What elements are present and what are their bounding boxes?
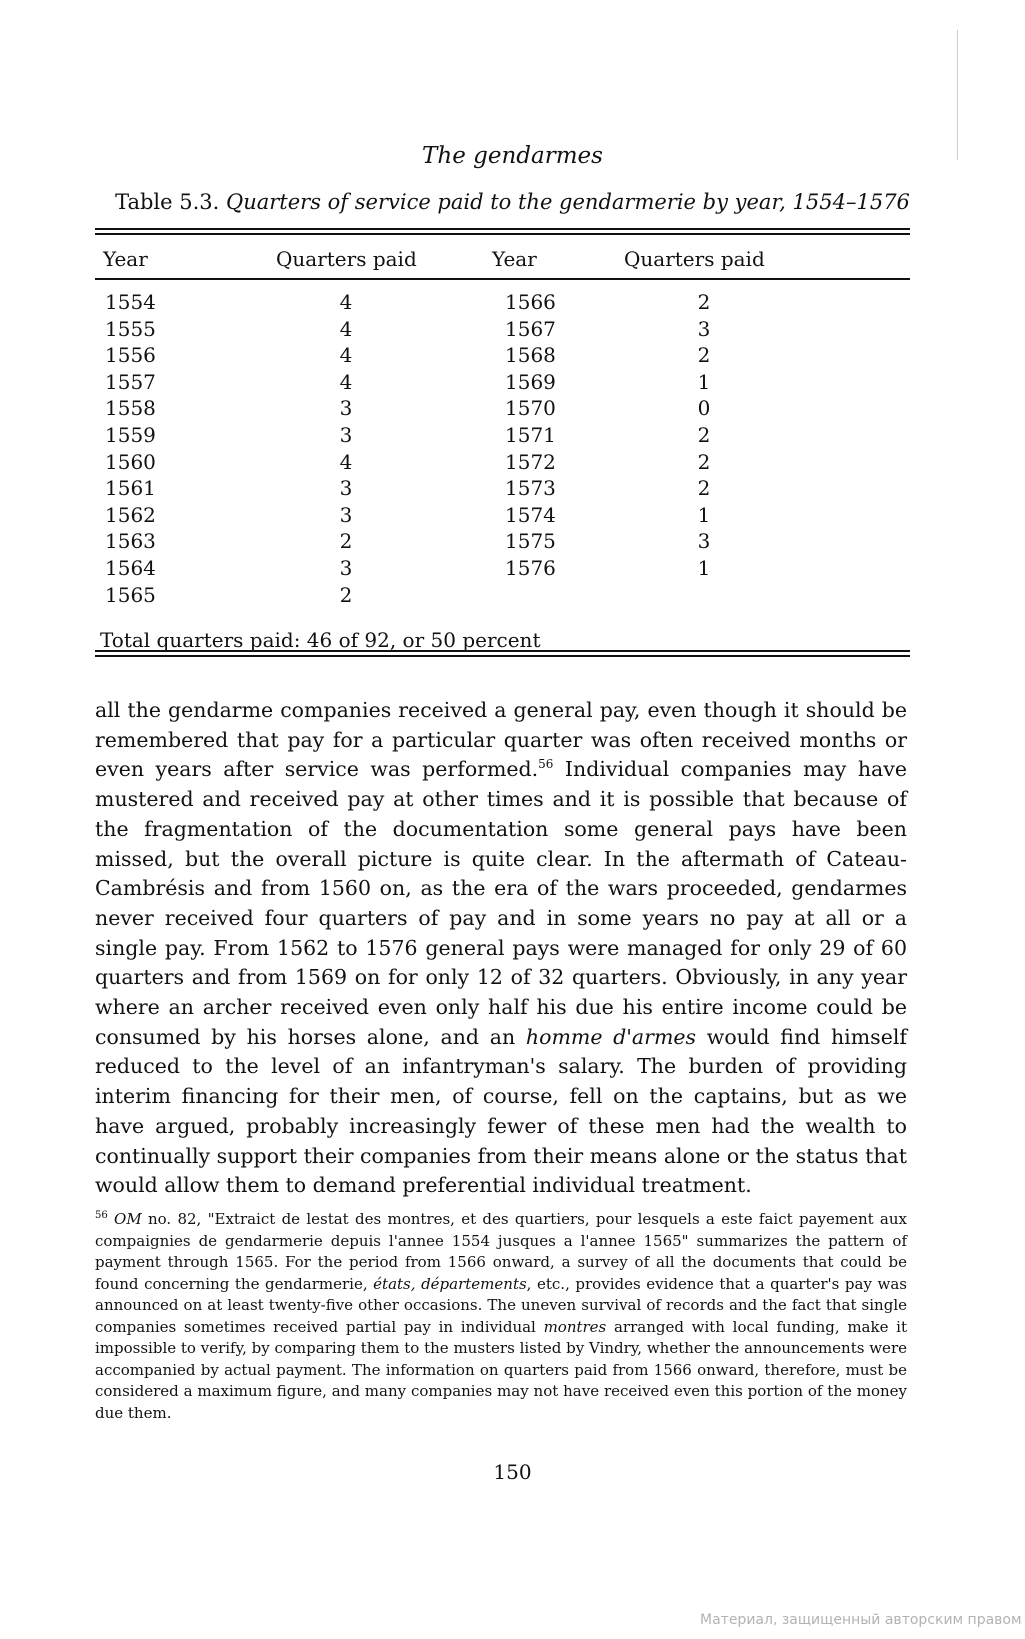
table-caption-label: Table 5.3. bbox=[115, 190, 220, 214]
cell-quarters-left: 4 bbox=[339, 316, 353, 341]
cell-quarters-right: 3 bbox=[697, 529, 711, 554]
cell-quarters-right: 0 bbox=[697, 396, 711, 421]
footnote-source: OM bbox=[114, 1210, 142, 1228]
cell-quarters-left: 2 bbox=[339, 582, 353, 607]
cell-quarters-left: 3 bbox=[339, 396, 353, 421]
cell-quarters-left: 3 bbox=[339, 556, 353, 580]
cell-quarters-right: 2 bbox=[697, 449, 711, 474]
cell-year-right: 1569 bbox=[505, 369, 556, 394]
cell-quarters-right: 1 bbox=[697, 369, 711, 394]
cell-quarters-right: 2 bbox=[697, 476, 711, 501]
table-row bbox=[0, 450, 1025, 478]
footnote-text-2: , etc., provides evidence that a quarter's pay was announced on at least twenty-five other occasions. The uneven survival of records and the fact that single companies sometimes received partial pay in individual bbox=[95, 1274, 907, 1336]
table-row bbox=[0, 290, 1025, 318]
page-number: 150 bbox=[493, 1460, 532, 1484]
cell-year-right: 1570 bbox=[505, 396, 556, 421]
footnote-reference: 56 bbox=[538, 757, 554, 772]
cell-quarters-right: 2 bbox=[697, 343, 711, 368]
cell-year-left: 1563 bbox=[105, 529, 156, 554]
cell-quarters-right: 3 bbox=[697, 316, 711, 341]
body-paragraph bbox=[95, 696, 907, 1201]
table-row bbox=[0, 370, 1025, 398]
cell-quarters-left: 4 bbox=[339, 369, 353, 394]
cell-quarters-left: 2 bbox=[339, 529, 353, 554]
header-year-left: Year bbox=[103, 247, 148, 271]
cell-year-right: 1574 bbox=[505, 502, 556, 527]
footnote-text-3: arranged with local funding, make it impossible to verify, by comparing them to the musters listed by Vindry, whether the announcements were accompanied by actual payment. The information on quarters paid from 1566 onward, therefore, must be considered a maximum figure, and many companies may not have received even this portion of the money due them. bbox=[95, 1317, 907, 1422]
footnote-number: 56 bbox=[95, 1210, 108, 1221]
cell-year-right: 1575 bbox=[505, 529, 556, 554]
cell-year-right: 1576 bbox=[505, 556, 556, 580]
table-row bbox=[0, 476, 1025, 504]
cell-year-left: 1556 bbox=[105, 343, 156, 368]
footnote bbox=[95, 1205, 907, 1424]
cell-year-left: 1555 bbox=[105, 316, 156, 341]
table-row bbox=[0, 503, 1025, 531]
body-text-1: all the gendarme companies received a general pay, even though it should be remembered that pay for a particular quarter was often received months or even years after service was performed. bbox=[95, 698, 907, 782]
footnote-text-1: no. 82, "Extraict de lestat des montres, et des quartiers, pour lesquels a este faict payement aux compaignies de gendarmerie depuis l'annee 1554 jusques a l'annee 1565" summarizes the pattern of payment through 1565. For the period from 1566 onward, a survey of all the documents that could be found concerning the gendarmerie, bbox=[95, 1210, 907, 1293]
cell-quarters-left: 4 bbox=[339, 449, 353, 474]
table-row bbox=[0, 396, 1025, 424]
cell-year-right: 1571 bbox=[505, 423, 556, 447]
cell-quarters-left: 4 bbox=[339, 343, 353, 368]
table-caption bbox=[0, 190, 1025, 214]
cell-year-left: 1560 bbox=[105, 449, 156, 474]
cell-year-right: 1573 bbox=[505, 476, 556, 501]
cell-year-left: 1565 bbox=[105, 582, 156, 607]
scan-edge-line bbox=[957, 30, 958, 160]
cell-year-left: 1564 bbox=[105, 556, 156, 580]
cell-year-left: 1554 bbox=[105, 290, 156, 314]
table-row bbox=[0, 317, 1025, 345]
body-text-3: would find himself reduced to the level of an infantryman's salary. The burden of providing interim financing for their men, of course, fell on the captains, but as we have argued, probably increasingly fewer of these men had the wealth to continually support their companies from their means alone or the status that would allow them to demand preferential individual treatment. bbox=[95, 1024, 907, 1198]
cell-year-right: 1572 bbox=[505, 449, 556, 474]
cell-quarters-left: 3 bbox=[339, 423, 353, 447]
table-row bbox=[0, 423, 1025, 451]
table-row bbox=[0, 583, 1025, 611]
cell-year-left: 1557 bbox=[105, 369, 156, 394]
cell-quarters-right: 2 bbox=[697, 290, 711, 314]
copyright-watermark: Материал, защищенный авторским правом bbox=[700, 1612, 1022, 1628]
table-top-rule bbox=[95, 228, 910, 235]
cell-year-right: 1568 bbox=[505, 343, 556, 368]
cell-quarters-right: 1 bbox=[697, 502, 711, 527]
cell-quarters-left: 4 bbox=[339, 290, 353, 314]
cell-year-left: 1561 bbox=[105, 476, 156, 501]
cell-year-right: 1567 bbox=[505, 316, 556, 341]
header-quarters-right: Quarters paid bbox=[624, 247, 765, 271]
body-italic-term: homme d'armes bbox=[525, 1024, 697, 1049]
table-row bbox=[0, 343, 1025, 371]
table-header-rule bbox=[95, 278, 910, 280]
cell-quarters-right: 1 bbox=[697, 556, 711, 580]
cell-quarters-left: 3 bbox=[339, 476, 353, 501]
body-text-2: Individual companies may have mustered and received pay at other times and it is possible that because of the fragmentation of the documentation some general pays have been missed, but the overall picture is quite clear. In the aftermath of Cateau-Cambrésis and from 1560 on, as the era of the wars proceeded, gendarmes never received four quarters of pay and in some years no pay at all or a single pay. From 1562 to 1576 general pays were managed for only 29 of 60 quarters and from 1569 on for only 12 of 32 quarters. Obviously, in any year where an archer received even only half his due his entire income could be consumed by his horses alone, and an bbox=[95, 757, 907, 1049]
cell-year-left: 1558 bbox=[105, 396, 156, 421]
table-total: Total quarters paid: 46 of 92, or 50 percent bbox=[100, 628, 541, 652]
header-year-right: Year bbox=[492, 247, 537, 271]
running-head: The gendarmes bbox=[422, 143, 603, 169]
cell-quarters-right: 2 bbox=[697, 423, 711, 447]
table-bottom-rule bbox=[95, 650, 910, 657]
cell-year-left: 1562 bbox=[105, 502, 156, 527]
cell-year-right: 1566 bbox=[505, 290, 556, 314]
footnote-italic-2: montres bbox=[543, 1317, 607, 1336]
cell-year-left: 1559 bbox=[105, 423, 156, 447]
table-row bbox=[0, 529, 1025, 557]
header-quarters-left: Quarters paid bbox=[276, 247, 417, 271]
table-caption-title: Quarters of service paid to the gendarmerie by year, 1554–1576 bbox=[226, 190, 910, 214]
footnote-italic-1: états, départements bbox=[373, 1274, 527, 1293]
table-row bbox=[0, 556, 1025, 584]
cell-quarters-left: 3 bbox=[339, 502, 353, 527]
